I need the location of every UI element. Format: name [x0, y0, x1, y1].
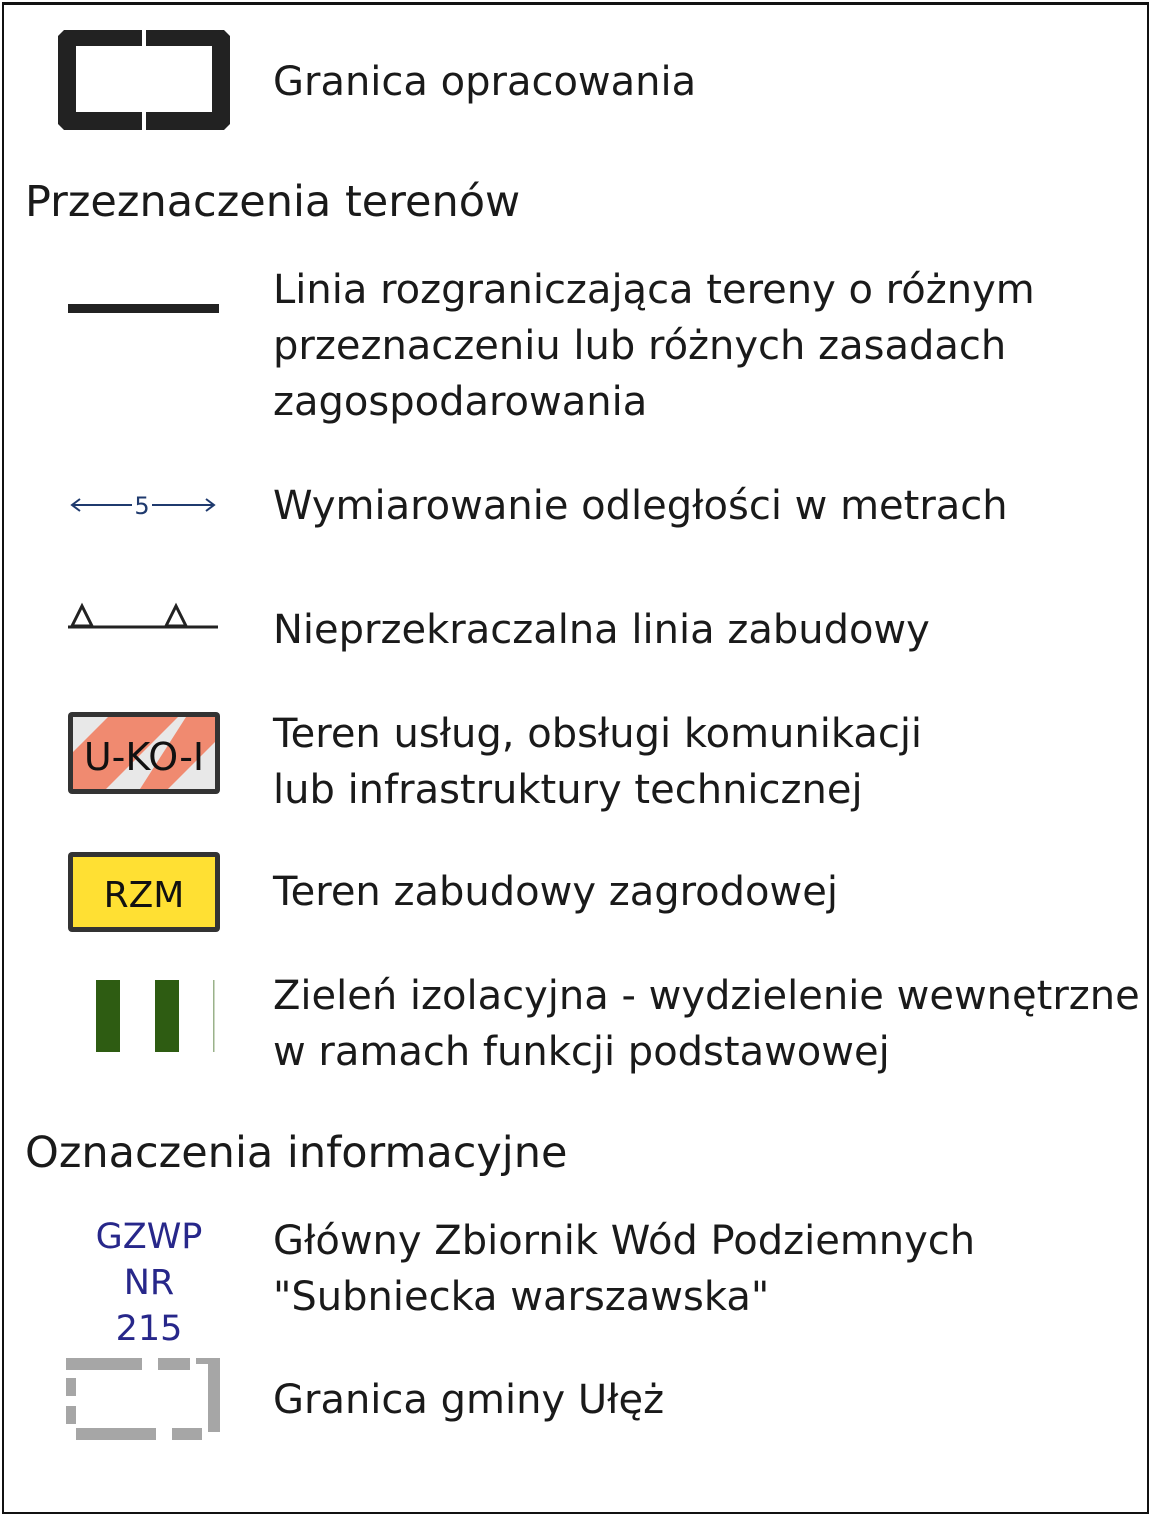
demarcation-line-icon	[68, 303, 220, 315]
section-heading-land-use: Przeznaczenia terenów	[25, 177, 521, 227]
gzwp-label-1: Główny Zbiornik Wód Podziemnych	[273, 1218, 976, 1264]
green-label-2: w ramach funkcji podstawowej	[273, 1029, 890, 1075]
section-heading-info: Oznaczenia informacyjne	[25, 1128, 568, 1178]
study-boundary-label: Granica opracowania	[273, 59, 697, 105]
uko-code: U-KO-I	[83, 735, 205, 779]
dimension-arrow-icon	[68, 490, 220, 522]
gzwp-label	[273, 1213, 975, 1325]
demarcation-line-label-2: przeznaczeniu lub różnych zasadach	[273, 323, 1007, 369]
green-label-1: Zieleń izolacyjna - wydzielenie wewnętrzne	[273, 973, 1140, 1019]
dimension-value: 5	[134, 492, 150, 520]
uko-symbol	[68, 712, 220, 794]
rzm-label: Teren zabudowy zagrodowej	[273, 869, 838, 915]
uko-label-2: lub infrastruktury technicznej	[273, 767, 863, 813]
demarcation-line-label-3: zagospodarowania	[273, 379, 648, 425]
dimensioning-label: Wymiarowanie odległości w metrach	[273, 483, 1008, 529]
uko-label	[273, 706, 922, 818]
study-boundary-icon	[56, 28, 232, 132]
demarcation-line-label	[273, 262, 1035, 430]
rzm-code: RZM	[103, 875, 185, 916]
demarcation-line-label-1: Linia rozgraniczająca tereny o różnym	[273, 267, 1035, 313]
gzwp-code-1: GZWP	[95, 1217, 203, 1257]
gzwp-code-3: 215	[115, 1309, 183, 1349]
uko-label-1: Teren usług, obsługi komunikacji	[273, 711, 923, 757]
gmina-label: Granica gminy Ułęż	[273, 1377, 665, 1423]
green-strip-icon	[90, 978, 220, 1054]
building-line-label: Nieprzekraczalna linia zabudowy	[273, 607, 930, 653]
gzwp-code-2: NR	[123, 1263, 175, 1303]
gzwp-code	[78, 1214, 220, 1352]
gmina-boundary-icon	[62, 1354, 224, 1444]
green-label	[273, 968, 1140, 1080]
building-line-icon	[68, 600, 220, 634]
rzm-symbol	[68, 852, 220, 932]
gzwp-label-2: "Subniecka warszawska"	[273, 1274, 770, 1320]
